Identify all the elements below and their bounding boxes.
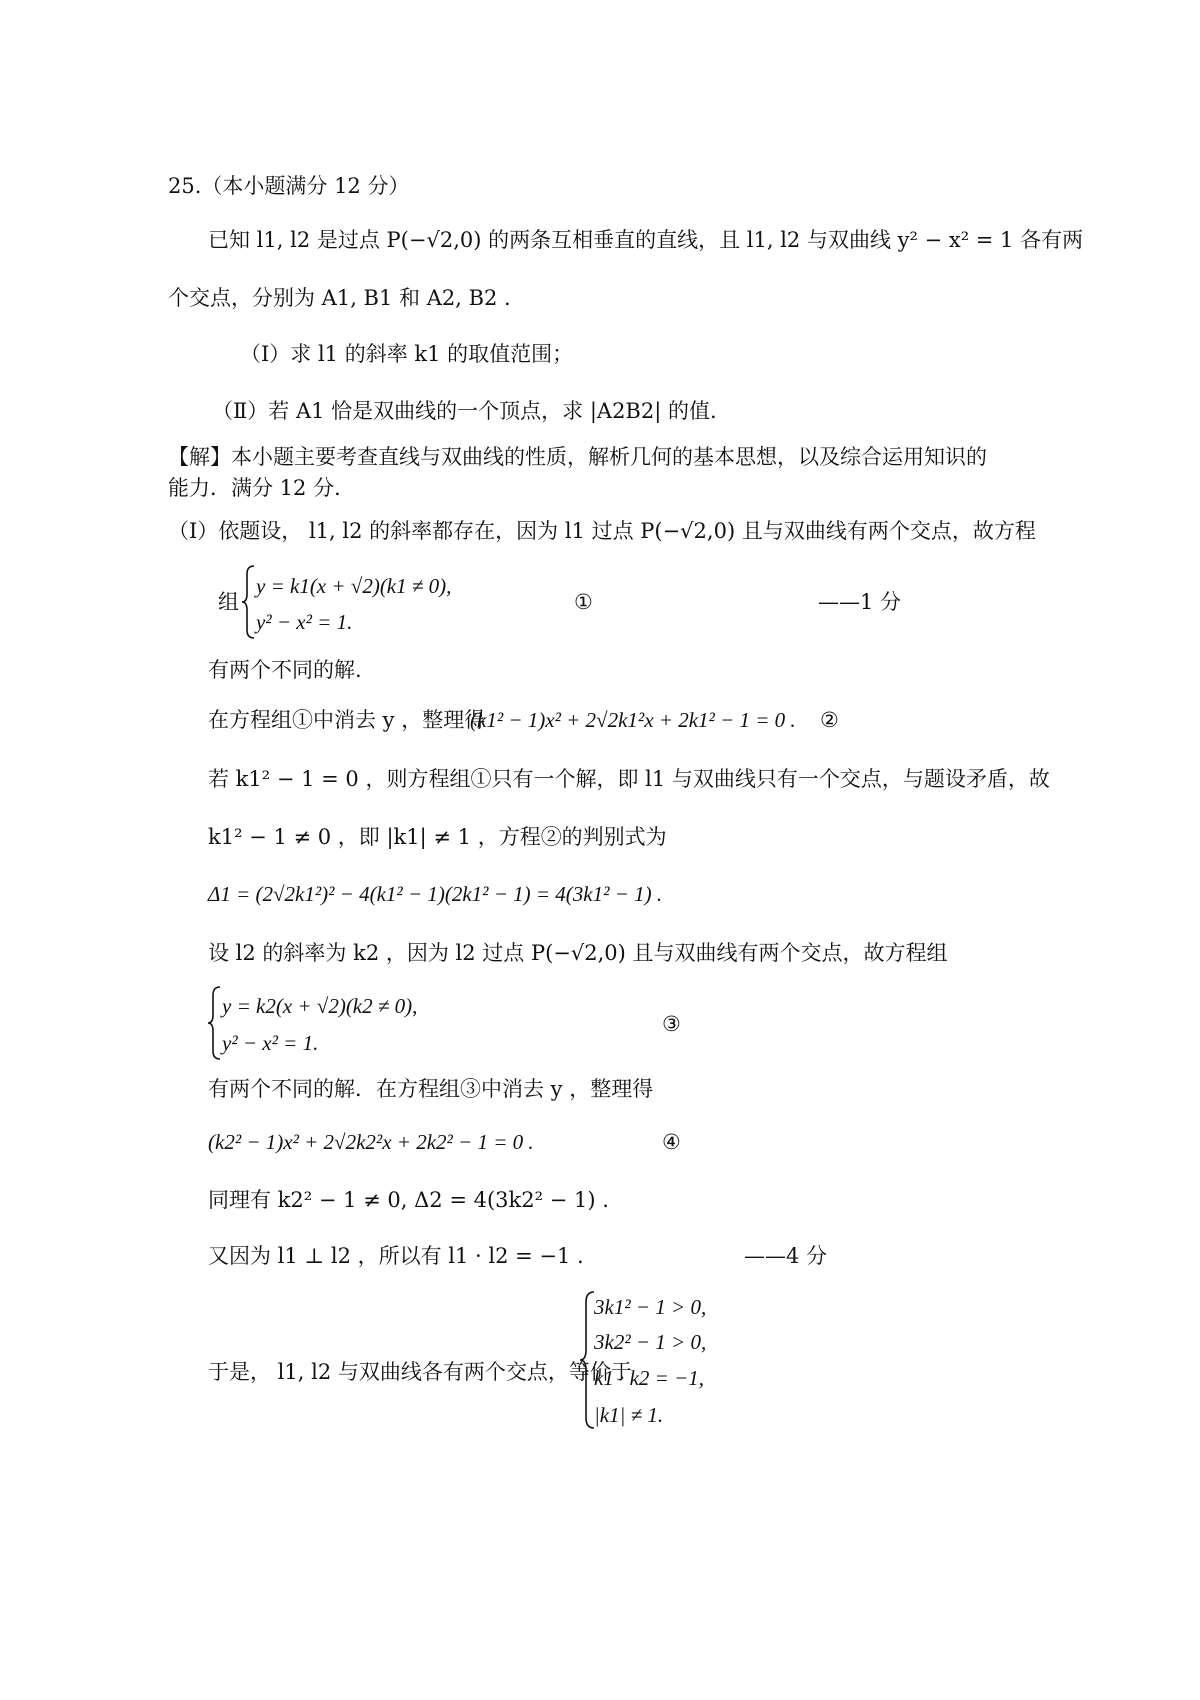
problem-statement-line1: 已知 l1, l2 是过点 P(−√2,0) 的两条互相垂直的直线，且 l1, l2 与双曲线 y² − x² = 1 各有两 <box>208 228 1084 252</box>
system1-equation2: y² − x² = 1. <box>256 610 353 634</box>
problem-statement-line2: 个交点，分别为 A1, B1 和 A2, B2 . <box>168 286 511 310</box>
solution-intro-line2: 能力．满分 12 分． <box>168 476 356 500</box>
problem-header: 25.（本小题满分 12 分） <box>168 174 410 198</box>
similarly-text: 同理有 k2² − 1 ≠ 0, Δ2 = 4(3k2² − 1) . <box>208 1188 609 1212</box>
eliminate3-text: 有两个不同的解．在方程组③中消去 y ，整理得 <box>208 1077 654 1101</box>
equation2: (k1² − 1)x² + 2√2k1²x + 2k1² − 1 = 0 . <box>470 708 796 732</box>
system3-marker: ③ <box>662 1012 681 1036</box>
if-zero-text: 若 k1² − 1 = 0 ，则方程组①只有一个解，即 l1 与双曲线只有一个交点，与题设矛盾，故 <box>208 767 1050 791</box>
nonzero-text: k1² − 1 ≠ 0 ，即 |k1| ≠ 1 ，方程②的判别式为 <box>208 825 667 849</box>
perpendicular-text: 又因为 l1 ⊥ l2 ，所以有 l1 · l2 = −1 . <box>208 1244 584 1268</box>
condition-1: 3k1² − 1 > 0, <box>594 1295 707 1319</box>
problem-part1: （Ⅰ）求 l1 的斜率 k1 的取值范围； <box>240 342 574 366</box>
let-k2-text: 设 l2 的斜率为 k2 ，因为 l2 过点 P(−√2,0) 且与双曲线有两个交点，故方程组 <box>208 941 948 965</box>
system1-marker: ① <box>574 590 593 614</box>
system1-prefix: 组 <box>218 590 239 614</box>
system3-brace <box>206 985 222 1061</box>
equation2-marker: ② <box>820 708 839 732</box>
solution-intro-line1: 【解】本小题主要考查直线与双曲线的性质，解析几何的基本思想，以及综合运用知识的 <box>168 445 987 469</box>
system1-equation1: y = k1(x + √2)(k1 ≠ 0), <box>256 574 452 598</box>
condition-4: |k1| ≠ 1. <box>594 1403 664 1427</box>
discriminant1: Δ1 = (2√2k1²)² − 4(k1² − 1)(2k1² − 1) = 4(3k1² − 1) . <box>208 882 663 906</box>
equation4-marker: ④ <box>662 1130 681 1154</box>
equivalence-text: 于是， l1, l2 与双曲线各有两个交点，等价于 <box>208 1360 632 1384</box>
system3-equation1: y = k2(x + √2)(k2 ≠ 0), <box>222 994 418 1018</box>
solution-part1-line: （Ⅰ）依题设， l1, l2 的斜率都存在，因为 l1 过点 P(−√2,0) 且与双曲线有两个交点，故方程 <box>168 519 1036 543</box>
condition-3: k1 · k2 = −1, <box>594 1366 704 1390</box>
problem-part2: （Ⅱ）若 A1 恰是双曲线的一个顶点，求 |A2B2| 的值. <box>212 399 717 423</box>
score-4-points: ——4 分 <box>744 1244 828 1268</box>
equation4: (k2² − 1)x² + 2√2k2²x + 2k2² − 1 = 0 . <box>208 1130 534 1154</box>
two-solutions-text: 有两个不同的解. <box>208 658 362 682</box>
score-1-point: ——1 分 <box>818 590 902 614</box>
condition-2: 3k2² − 1 > 0, <box>594 1330 707 1354</box>
eliminate1-text: 在方程组①中消去 y ，整理得 <box>208 708 486 732</box>
system3-equation2: y² − x² = 1. <box>222 1031 319 1055</box>
system1-brace <box>240 564 256 640</box>
